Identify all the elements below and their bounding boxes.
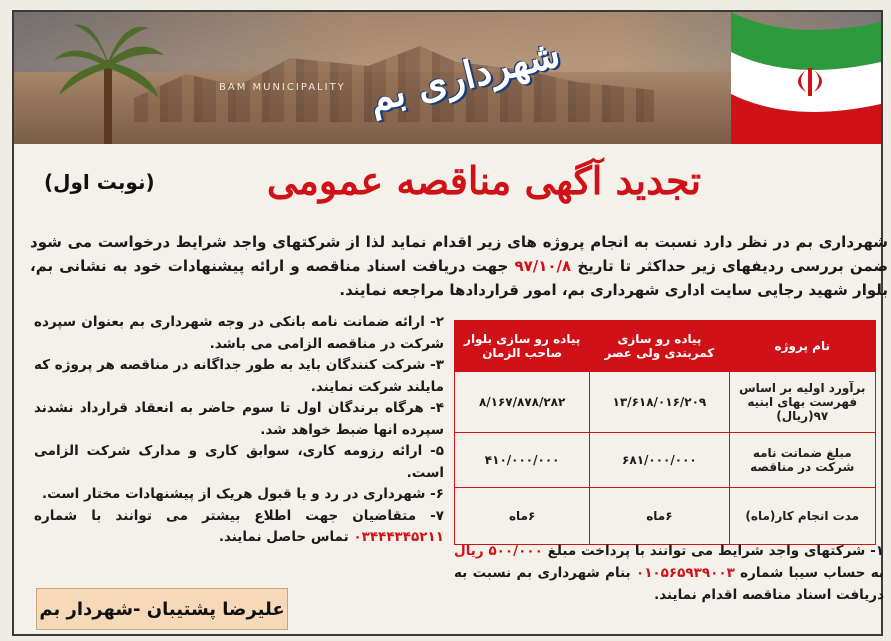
deadline-date: ۹۷/۱۰/۸	[514, 257, 572, 275]
document-fee: ۵۰۰/۰۰۰ ریال	[454, 543, 543, 559]
condition-6: ۶- شهرداری در رد و یا قبول هریک از پیشنهادات مختار است.	[41, 486, 444, 502]
banner-subtitle: BAM MUNICIPALITY	[219, 82, 346, 93]
row-label: مدت انجام کار(ماه)	[729, 488, 876, 545]
header-project-1: پیاده رو سازی کمربندی ولی عصر	[590, 321, 729, 372]
notice-frame	[12, 10, 888, 636]
notice-headline: تجدید آگهی مناقصه عمومی	[266, 158, 702, 203]
signature-box: علیرضا پشتیبان -شهردار بم	[36, 588, 288, 630]
intro-text-2: جهت دریافت اسناد مناقصه و ارائه پیشنهادات خود به نشانی بم، بلوار شهید رجایی سایت اداری شهرداری بم، امور قراردادها مراجعه نمایند.	[30, 257, 888, 299]
condition-2: ۲- ارائه ضمانت نامه بانکی در وجه شهرداری بم بعنوان سپرده شرکت در مناقصه الزامی می باشد.	[34, 314, 444, 352]
condition-7	[34, 506, 444, 549]
condition-5: ۵- ارائه رزومه کاری، سوابق کاری و مدارک شرکت الزامی است.	[34, 443, 444, 481]
header-project-name: نام پروژه	[729, 321, 876, 372]
banner	[14, 12, 881, 144]
table-cell: ۶ماه	[455, 488, 590, 545]
table-cell: ۱۳/۶۱۸/۰۱۶/۲۰۹	[590, 372, 729, 433]
table-header-row	[455, 321, 876, 372]
table-row	[455, 372, 876, 433]
condition-1	[454, 540, 884, 606]
row-label: مبلغ ضمانت نامه شرکت در مناقصه	[729, 433, 876, 488]
table-row	[455, 488, 876, 545]
condition-4: ۴- هرگاه برندگان اول تا سوم حاضر به انعقاد قرارداد نشدند سپرده انها ضبط خواهد شد.	[34, 400, 444, 438]
condition-1-text-3: بنام شهرداری بم نسبت به دریافت اسناد مناقصه اقدام نمایند.	[454, 565, 884, 603]
palm-tree-icon	[54, 20, 164, 144]
iran-flag-icon	[711, 12, 881, 144]
table-row	[455, 433, 876, 488]
conditions-list	[34, 312, 444, 549]
projects-table	[454, 320, 876, 545]
condition-3: ۳- شرکت کنندگان باید به طور جداگانه در مناقصه هر پروژه که مایلند شرکت نمایند.	[34, 357, 444, 395]
table-cell: ۴۱۰/۰۰۰/۰۰۰	[455, 433, 590, 488]
header-project-2: پیاده رو سازی بلوار صاحب الزمان	[455, 321, 590, 372]
table-cell: ۶ماه	[590, 488, 729, 545]
table-cell: ۸/۱۶۷/۸۷۸/۲۸۲	[455, 372, 590, 433]
row-label: برآورد اولیه بر اساس فهرست بهای ابنیه ۹۷(ریال)	[729, 372, 876, 433]
round-label: (نوبت اول)	[44, 170, 155, 194]
intro-text-1: شهرداری بم در نظر دارد نسبت به انجام پروژه های زیر اقدام نماید لذا از شرکتهای واجد شرایط درخواست می شود ضمن بررسی ردیفهای زیر حداکثر تا تاریخ	[30, 233, 888, 275]
notice-intro	[30, 230, 888, 302]
condition-7-text: ۷- متقاضیان جهت اطلاع بیشتر می توانند با شماره	[34, 507, 444, 524]
contact-phone: ۰۳۴۴۴۳۴۵۲۱۱	[353, 529, 444, 545]
condition-1-text-2: به حساب سیبا شماره	[734, 565, 884, 581]
condition-1-text: ۱- شرکتهای واجد شرایط می توانند با پرداخت مبلغ	[542, 543, 884, 559]
condition-7-end: تماس حاصل نمایند.	[218, 529, 354, 545]
account-number: ۰۱۰۵۶۵۹۳۹۰۰۳	[635, 565, 735, 581]
table-cell: ۶۸۱/۰۰۰/۰۰۰	[590, 433, 729, 488]
banner-title: شهرداری بم	[363, 29, 565, 121]
